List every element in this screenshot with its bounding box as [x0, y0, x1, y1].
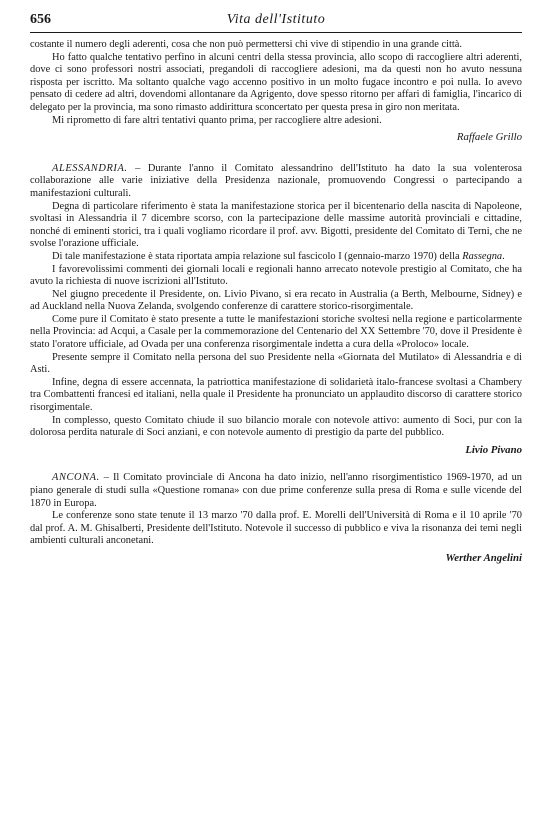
paragraph [30, 251, 522, 264]
paragraph: Le conferenze sono state tenute il 13 marzo '70 dalla prof. E. Morelli dell'Università di Roma e il 10 aprile '70 dal prof. A. M. Ghisalberti, Presidente dell'Istituto. Notevole il successo di pubblico e viva la risonanza dei temi negli ambienti culturali anconetani. [30, 510, 522, 547]
paragraph-text: – Durante l'anno il Comitato alessandrino dell'Istituto ha dato la sua volenterosa collaborazione alle varie iniziative della Presidenza nazionale, promuovendo Congressi o partecipando a manifestazioni culturali. [30, 162, 522, 199]
paragraph: Mi riprometto di fare altri tentativi quanto prima, per raccogliere altre adesioni. [52, 114, 382, 126]
paragraph: Presente sempre il Comitato nella persona del suo Presidente nella «Giornata del Mutilato» di Alessandria e di Asti. [30, 351, 522, 376]
signature-pivano: Livio Pivano [465, 443, 522, 456]
paragraph-text: – Il Comitato provinciale di Ancona ha dato inizio, nell'anno risorgimentistico 1969-1970, ad un piano generale di studi sulla «Questione romana» con due prime conferenze sulla presa di Roma e sulle vicende del 1870 in Europa. [30, 472, 522, 509]
page [30, 12, 522, 822]
section-ancona [30, 472, 522, 564]
city-heading-alessandria: ALESSANDRIA. [52, 162, 128, 174]
paragraph: In complesso, questo Comitato chiude il suo bilancio morale con notevole attivo: aumento di Soci, pur con la dolorosa perdita naturale di Soci anziani, e con notevole aumento di prestigio da parte del pubblico. [30, 414, 522, 439]
section-alessandria [30, 163, 522, 457]
paragraph-text: Di tale manifestazione è stata riportata ampia relazione sul fascicolo I (gennaio-marzo 1970) della [52, 250, 463, 262]
paragraph: Ho fatto qualche tentativo perfino in alcuni centri della stessa provincia, allo scopo di raccogliere altri aderenti, dove ci sono professori nostri associati, pregandoli di raccogliere adesioni, ma da questi non ho avuto nessuna risposta per iscritto. Ma soltanto qualche vago accenno positivo in un molto fugace incontro e poi nulla. Io avevo pensato di cedere ad altri, dovendomi allontanare da Agrigento, dove spesso ritorno per affari di famiglia, l'incarico di delegato per la provincia, ma sono rimasto addirittura sconcertato per questa presa in giro non meritata. [30, 51, 522, 113]
city-heading-ancona: ANCONA. [52, 472, 100, 484]
page-number: 656 [30, 12, 51, 27]
signature-angelini: Werther Angelini [445, 551, 522, 564]
paragraph-text: . [502, 250, 505, 262]
paragraph [30, 163, 522, 201]
running-head [30, 12, 522, 33]
paragraph: Degna di particolare riferimento è stata la manifestazione storica per il bicentenario della nascita di Napoleone, svoltasi in Alessandria il 7 dicembre scorso, con la partecipazione delle massime autorità provinciali e cittadine, nonché di eminenti storici, tra i quali vogliamo ricordare il prof. avv. Bigotti, presidente del Comitato di Terni, che ne svolse l'orazione ufficiale. [30, 200, 522, 250]
section-gap [30, 144, 522, 163]
section-grillo [30, 39, 522, 144]
paragraph [30, 472, 522, 510]
journal-title: Rassegna [462, 250, 503, 262]
paragraph: Nel giugno precedente il Presidente, on. Livio Pivano, si era recato in Australia (a Berth, Melbourne, Sidney) e ad Auckland nella Nuova Zelanda, svolgendo conferenze di carattere storico-risorgimentale. [30, 288, 522, 313]
section-gap [30, 456, 522, 472]
paragraph: Infine, degna di essere accennata, la patriottica manifestazione di solidarietà italo-francese svoltasi a Chambery tra Combattenti francesi ed italiani, nella quale il Presidente ha pronunciato un applaudito discorso di carattere storico risorgimentale. [30, 376, 522, 414]
paragraph: Come pure il Comitato è stato presente a tutte le manifestazioni storiche svoltesi nella regione e particolarmente nella Provincia: ad Acqui, a Casale per la commemorazione del Centenario del XX Settembre '70, dove il Presidente è stato l'oratore ufficiale, ad Ovada per una conferenza risorgimentale indetta a cura della «Proloco» locale. [30, 313, 522, 351]
running-title: Vita dell'Istituto [226, 12, 326, 27]
signature-grillo: Raffaele Grillo [456, 131, 522, 144]
paragraph: I favorevolissimi commenti dei giornali locali e regionali hanno arrecato notevole prestigio al Comitato, che ha avuto la richiesta di nuove iscrizioni all'Istituto. [30, 263, 522, 288]
paragraph: costante il numero degli aderenti, cosa che non può permettersi chi vive di stipendio in una grande città. [30, 39, 462, 50]
